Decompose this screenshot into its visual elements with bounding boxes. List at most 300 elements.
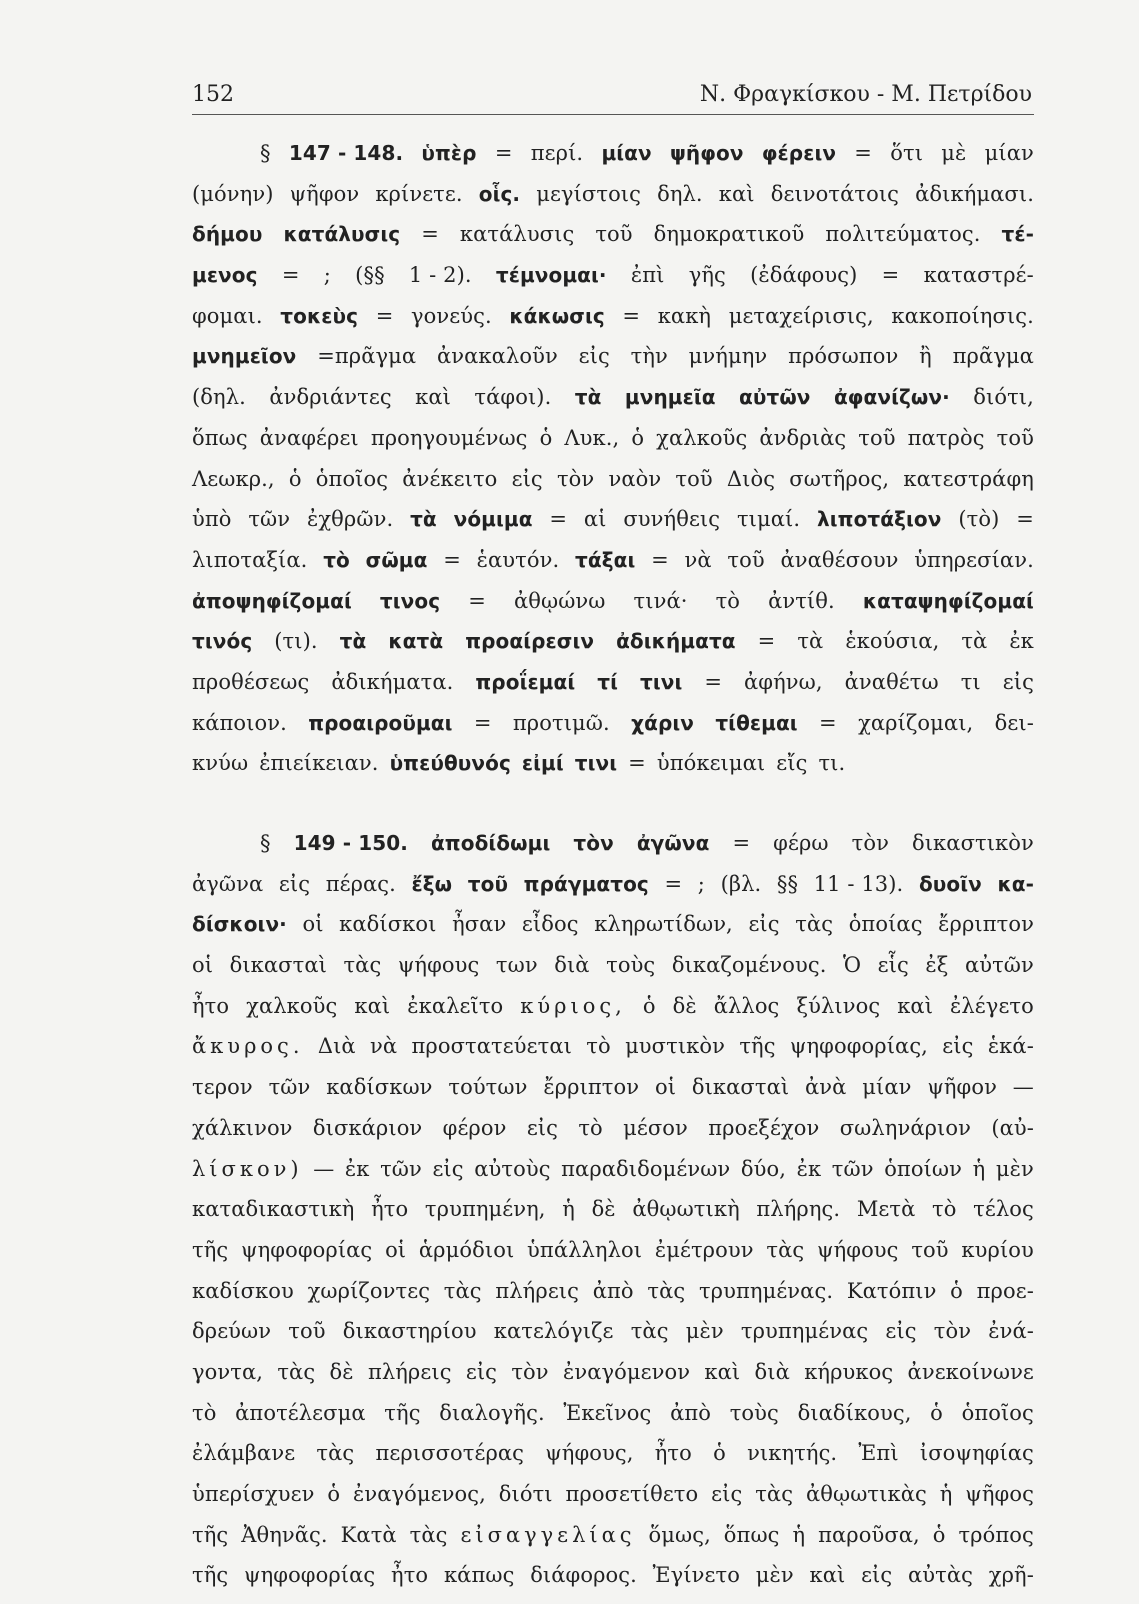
word: μυστικὸν <box>625 1034 725 1059</box>
word: πλήρεις <box>367 1359 452 1384</box>
word: πλήρης. <box>756 1197 841 1222</box>
word: καταδικαστικὴ <box>192 1197 355 1222</box>
word: κληρωτίδων, <box>594 912 733 937</box>
word: περισσοτέρας <box>375 1441 525 1466</box>
word: ἀνέκειτο <box>402 466 498 491</box>
word: τὸν <box>851 831 889 855</box>
lemma-word: μνημεῖον <box>192 344 297 369</box>
word: εἰς <box>511 466 543 491</box>
word: Ἀθηνᾶς. <box>241 1522 328 1547</box>
word: καὶ <box>415 385 451 410</box>
text-line <box>192 304 1034 345</box>
word: μὲν <box>685 1319 724 1344</box>
word: εἰς <box>861 1563 893 1588</box>
word: ὑπάλληλοι <box>527 1237 643 1262</box>
word: τὰς <box>277 1359 316 1384</box>
word: ἐκ <box>796 1156 822 1181</box>
word: ἀθῳωτικὰς <box>805 1482 927 1506</box>
word: τὸ <box>932 1197 957 1222</box>
word: αὐτὰς <box>908 1563 974 1588</box>
word: τερον <box>192 1075 253 1100</box>
word: χαλκοῦς <box>656 425 748 450</box>
word: τοῦ <box>996 425 1034 450</box>
paragraph <box>192 141 1034 792</box>
lemma-word: προαιροῦμαι <box>308 710 453 735</box>
lemma-word: κα- <box>997 871 1034 896</box>
word: ὁ <box>713 1441 726 1466</box>
word: τούτων <box>448 1075 528 1100</box>
word: ἐναγόμενος, <box>353 1482 486 1506</box>
word: τρυπημένας. <box>698 1278 834 1303</box>
word: τοῦ <box>727 547 765 572</box>
text-line <box>192 1401 1034 1442</box>
word: ψῆφος <box>965 1482 1034 1506</box>
word: ἀγῶνα <box>192 871 264 896</box>
word: ἡ <box>939 1482 953 1506</box>
word: = <box>468 588 486 613</box>
word: καδίσκων <box>326 1075 433 1100</box>
word: δικασταὶ <box>229 953 327 978</box>
lemma-word: τὰ <box>339 629 367 654</box>
word: ψηφοφορίας <box>244 1563 376 1588</box>
word: ἦτο <box>654 1441 692 1466</box>
word: καδίσκου <box>192 1278 294 1303</box>
text-line <box>192 629 1034 670</box>
commentary-body <box>192 141 1034 1604</box>
word: κακοποίησις. <box>891 303 1034 328</box>
lemma-word: τὰ <box>574 385 602 410</box>
word: κρίνετε. <box>375 181 463 206</box>
word: δισκάριον <box>312 1115 423 1140</box>
word: κνύω <box>192 751 249 776</box>
word: δὲ <box>591 1197 616 1222</box>
word: κακὴ <box>657 303 712 328</box>
word: ὁ <box>288 466 302 491</box>
word: τῶν <box>380 1156 422 1181</box>
word: μέσον <box>623 1115 688 1140</box>
word: τοῦ <box>858 425 896 450</box>
word: ἑκά- <box>987 1034 1034 1059</box>
word: Ὁ <box>843 953 862 978</box>
word: εἰς <box>711 1482 743 1506</box>
word: καὶ <box>718 181 755 206</box>
word: τοῦ <box>288 1319 326 1344</box>
word: ἐχθρῶν. <box>306 507 394 532</box>
text-line <box>192 1441 1034 1482</box>
text-line <box>192 872 1034 913</box>
lemma-word: τέμνομαι· <box>495 263 607 288</box>
word: οἱ <box>192 953 214 978</box>
word: ἑαυτόν. <box>476 547 560 572</box>
word: ὁποίας <box>848 912 923 937</box>
text-line <box>192 1360 1034 1401</box>
text-line <box>192 1157 1034 1198</box>
word: δεινοτάτοις <box>770 181 900 206</box>
word: μὲν <box>755 1563 794 1588</box>
word: τῆς <box>384 1400 421 1425</box>
lemma-word: λιποτάξιον <box>817 507 942 532</box>
text-line <box>192 222 1034 263</box>
text-line <box>192 141 1034 182</box>
word: εἶδος <box>521 912 579 937</box>
word: Ἐπὶ <box>858 1441 899 1466</box>
word: καὶ <box>354 993 391 1018</box>
word: μίαν <box>984 141 1034 165</box>
lemma-word: τινι <box>574 751 618 776</box>
word: § <box>260 831 271 855</box>
word: τὸν <box>511 1359 549 1384</box>
word: τὰ <box>797 629 824 654</box>
word: τρόπος <box>958 1522 1034 1547</box>
word: ἐλέγετο <box>950 993 1034 1018</box>
word: τὰς <box>343 953 382 978</box>
word: κατελόγιζε <box>493 1319 614 1344</box>
lemma-word: ἀδικήματα <box>616 629 736 654</box>
lemma-word: 147 - 148. <box>288 141 404 165</box>
lemma-word: ἔξω <box>411 871 453 896</box>
word: κάπως <box>443 1563 515 1588</box>
word: τῆς <box>192 1563 229 1588</box>
word: ὁ <box>539 425 553 450</box>
word: πρᾶγμα <box>952 344 1034 369</box>
word: τῆς <box>192 1522 229 1547</box>
word: ὅπως <box>723 1522 780 1547</box>
text-line <box>192 467 1034 508</box>
word: ψήφους <box>817 1237 899 1262</box>
word: = <box>628 751 646 776</box>
text-line <box>192 182 1034 223</box>
word: εἰς <box>465 1359 498 1384</box>
lemma-word: κατὰ <box>388 629 444 654</box>
word: ὅπως <box>192 425 248 450</box>
lemma-word: ἀποψηφίζομαί <box>192 588 352 613</box>
word: 1 - 2). <box>408 263 472 288</box>
word: ὁ <box>631 425 645 450</box>
word: ; <box>323 263 331 288</box>
word: λίσκον) <box>192 1156 303 1181</box>
text-line <box>192 1523 1034 1564</box>
lemma-word: τινός <box>192 629 253 654</box>
word: καὶ <box>704 1359 741 1384</box>
word: ἦσαν <box>452 912 507 937</box>
word: καταστρέ- <box>923 263 1034 288</box>
word: χρῆ- <box>988 1563 1034 1588</box>
word: ὅμως, <box>648 1522 711 1547</box>
word: παροῦσα, <box>818 1522 920 1547</box>
lemma-word: ἀγῶνα <box>636 831 710 855</box>
word: ἁρμόδιοι <box>418 1237 515 1262</box>
word: προτιμῶ. <box>512 710 610 735</box>
word: (τι). <box>274 629 318 654</box>
word: τοῦ <box>911 1237 949 1262</box>
word: ναὸν <box>608 466 662 491</box>
word: (τὸ) <box>958 507 1000 532</box>
word: ἡ <box>562 1197 575 1222</box>
word: κυρίου <box>961 1237 1034 1262</box>
word: Λεωκρ., <box>192 466 275 491</box>
word: Ἐγίνετο <box>652 1563 740 1588</box>
word: = <box>757 629 776 654</box>
lemma-word: τάξαι <box>575 547 636 572</box>
word: εἰς <box>526 1115 558 1140</box>
word: δικαζομένους. <box>671 953 827 978</box>
word: τὰ <box>961 629 988 654</box>
word: πέρας. <box>325 871 396 896</box>
word: τῆς <box>739 1034 776 1059</box>
lemma-word: μνημεῖα <box>624 385 716 410</box>
word: προσετίθετο <box>565 1482 699 1506</box>
page-number: 152 <box>192 82 234 107</box>
word: εἰς <box>432 1156 464 1181</box>
word: ἐπὶ <box>630 263 665 288</box>
word: τὸ <box>715 588 741 613</box>
word: οἱ <box>302 912 324 937</box>
lemma-word: σῶμα <box>365 547 428 572</box>
word: λιποταξία. <box>192 547 308 572</box>
text-line <box>192 831 1034 872</box>
word: ἀνδριὰς <box>759 425 847 450</box>
word: τοῦ <box>595 222 633 247</box>
word: ὁποῖος <box>315 466 389 491</box>
word: δικασταὶ <box>691 1075 790 1100</box>
word: δύο, <box>740 1156 787 1181</box>
word: ὁ <box>930 1400 943 1425</box>
word: ἐξ <box>925 953 949 978</box>
word: διάφορος. <box>530 1563 637 1588</box>
text-line <box>192 1563 1034 1604</box>
word: τῶν <box>268 1075 311 1100</box>
word: ἀδικήμασι. <box>915 181 1034 206</box>
word: ὁ <box>642 993 656 1018</box>
text-line <box>192 912 1034 953</box>
text-line <box>192 426 1034 467</box>
lemma-word: δυοῖν <box>918 871 982 896</box>
text-line <box>192 589 1034 630</box>
word: πρόσωπον <box>788 344 899 369</box>
word: διαλογῆς. <box>439 1400 545 1425</box>
word: μὲ <box>941 141 967 165</box>
word: ἀφήνω, <box>744 669 823 694</box>
lemma-word: αὐτῶν <box>739 385 811 410</box>
word: μὲν <box>995 1156 1034 1181</box>
text-line <box>192 1482 1034 1523</box>
word: τι <box>960 669 981 694</box>
lemma-word: ἀφανίζων· <box>833 385 950 410</box>
word: ἢ <box>919 344 932 369</box>
lemma-word: ψῆφον <box>669 141 744 165</box>
word: = <box>1016 507 1034 532</box>
word: τὸ <box>192 1400 217 1425</box>
word: εἰς <box>1002 669 1034 694</box>
word: τὰς <box>766 1237 805 1262</box>
word: τι. <box>818 751 846 776</box>
word: αἱ <box>583 507 607 532</box>
word: καὶ <box>897 993 934 1018</box>
word: =πρᾶγμα <box>317 344 417 369</box>
word: γῆς <box>688 263 726 288</box>
word: ὑπόκειμαι <box>656 751 766 776</box>
word: φέρω <box>773 831 829 855</box>
word: ἐκ <box>344 1156 370 1181</box>
word: προστατεύεται <box>411 1034 572 1059</box>
word: ἡ <box>792 1522 806 1547</box>
word: τὰς <box>316 1441 355 1466</box>
word: τὰς <box>755 1482 794 1506</box>
word: δικαστηρίου <box>342 1319 477 1344</box>
lemma-word: τί <box>597 669 618 694</box>
word: ἐναγόμενον <box>562 1359 691 1384</box>
word: ἐλάμβανε <box>192 1441 296 1466</box>
lemma-word: τινι <box>639 669 683 694</box>
word: = <box>881 263 900 288</box>
text-line <box>192 1116 1034 1157</box>
lemma-word: φέρειν <box>761 141 837 165</box>
lemma-word: προαίρεσιν <box>465 629 595 654</box>
word: των <box>495 953 538 978</box>
word: Λυκ., <box>564 425 620 450</box>
word: κάποιον. <box>192 710 287 735</box>
lemma-word: μίαν <box>601 141 652 165</box>
word: τὰς <box>630 1319 669 1344</box>
word: = <box>622 303 641 328</box>
word: ψηφοφορίας, <box>789 1034 928 1059</box>
text-line <box>192 1034 1034 1075</box>
word: εἰς <box>578 344 610 369</box>
text-line <box>192 263 1034 304</box>
text-line <box>192 1075 1034 1116</box>
word: οἱ <box>385 1237 407 1262</box>
word: τοὺς <box>729 1400 779 1425</box>
word: κύριος, <box>520 993 626 1018</box>
word: κήρυκος <box>804 1359 894 1384</box>
word: (§§ <box>355 263 385 288</box>
word: Ἐκεῖνος <box>563 1400 652 1425</box>
word: ὑπηρεσίαν. <box>914 547 1034 572</box>
lemma-word: τὸ <box>323 547 350 572</box>
word: χάλκινον <box>192 1115 293 1140</box>
word: (μόνην) <box>192 181 274 206</box>
lemma-word: χάριν <box>631 710 694 735</box>
word: γονεύς. <box>410 303 492 328</box>
lemma-word: ὑπὲρ <box>421 141 477 165</box>
word: τὰς <box>443 1278 482 1303</box>
word: = <box>854 141 872 165</box>
word: = <box>473 710 492 735</box>
word: νὰ <box>370 1034 398 1059</box>
word: ἀνακαλοῦν <box>437 344 558 369</box>
word: ἔρριπτον <box>543 1075 640 1100</box>
word: μεταχείρισις, <box>728 303 874 328</box>
word: νὰ <box>684 547 712 572</box>
word: = <box>732 831 751 855</box>
lemma-word: μενος <box>192 263 258 288</box>
word: (δηλ. <box>192 385 246 410</box>
word: = <box>651 547 669 572</box>
word: ψηφοφορίας <box>241 1237 373 1262</box>
word: Κατὰ <box>340 1522 397 1547</box>
word: = <box>664 871 683 896</box>
word: ἀθῳωτικὴ <box>632 1197 740 1222</box>
word: εἷς <box>877 953 909 978</box>
word: διαδίκους, <box>797 1400 912 1425</box>
word: ἀναθέσουν <box>780 547 899 572</box>
word: τοὺς <box>606 953 656 978</box>
word: (αὐ- <box>991 1115 1034 1140</box>
word: φέρον <box>442 1115 507 1140</box>
lemma-word: τινος <box>379 588 441 613</box>
word: = <box>281 263 300 288</box>
word: οἱ <box>654 1075 677 1100</box>
paragraph-gap <box>192 792 1034 831</box>
word: — <box>313 1156 335 1181</box>
word: ὑπὸ <box>192 507 232 532</box>
lemma-word: τέ- <box>1001 222 1034 247</box>
lemma-word: τοῦ <box>467 871 509 896</box>
word: περί. <box>530 141 584 165</box>
word: Κατόπιν <box>846 1278 937 1303</box>
word: αὐτοὺς <box>474 1156 551 1181</box>
word: νικητής. <box>747 1441 838 1466</box>
word: Μετὰ <box>856 1197 916 1222</box>
word: ἐκ <box>1009 629 1034 654</box>
word: προθέσεως <box>192 669 310 694</box>
lemma-word: δίσκοιν· <box>192 912 287 937</box>
lemma-word: τὰ <box>410 507 437 532</box>
word: §§ <box>776 871 799 896</box>
word: ; <box>697 871 705 896</box>
word: ὁ <box>327 1482 341 1506</box>
word: ἀπὸ <box>670 1400 712 1425</box>
word: ἀδικήματα. <box>331 669 454 694</box>
word: προηγουμένως <box>370 425 528 450</box>
lemma-word: πράγματος <box>523 871 649 896</box>
text-line <box>192 953 1034 994</box>
word: δημοκρατικοῦ <box>653 222 805 247</box>
word: δρεύων <box>192 1319 272 1344</box>
lemma-word: νόμιμα <box>453 507 533 532</box>
word: διὰ <box>554 953 590 978</box>
word: ἐπιείκειαν. <box>259 751 379 776</box>
page-header <box>192 78 1034 115</box>
word: προεξέχον <box>708 1115 820 1140</box>
lemma-word: δήμου <box>192 222 263 247</box>
word: τρυπημένας <box>740 1319 869 1344</box>
word: ἀνὰ <box>805 1075 847 1100</box>
word: κατάλυσις <box>459 222 575 247</box>
word: ἐνά- <box>988 1319 1034 1344</box>
word: ἦτο <box>371 1197 409 1222</box>
text-line <box>192 751 1034 792</box>
word: ἀποτέλεσμα <box>235 1400 366 1425</box>
word: ἡ <box>972 1156 986 1181</box>
word: = <box>375 303 394 328</box>
word: γοντα, <box>192 1359 264 1384</box>
word: τρυπημένη, <box>424 1197 546 1222</box>
word: τὸν <box>556 466 595 491</box>
text-line <box>192 994 1034 1035</box>
word: δικαστικὸν <box>911 831 1034 855</box>
word: = <box>443 547 461 572</box>
word: εἰς <box>278 871 311 896</box>
word: εἰς <box>942 1034 974 1059</box>
word: δει- <box>994 710 1034 735</box>
word: Διὰ <box>317 1034 356 1059</box>
word: αὐτῶν <box>964 953 1034 978</box>
text-line <box>192 1319 1034 1360</box>
word: διότι, <box>973 385 1034 410</box>
word: § <box>260 141 271 165</box>
word: — <box>1012 1075 1034 1100</box>
